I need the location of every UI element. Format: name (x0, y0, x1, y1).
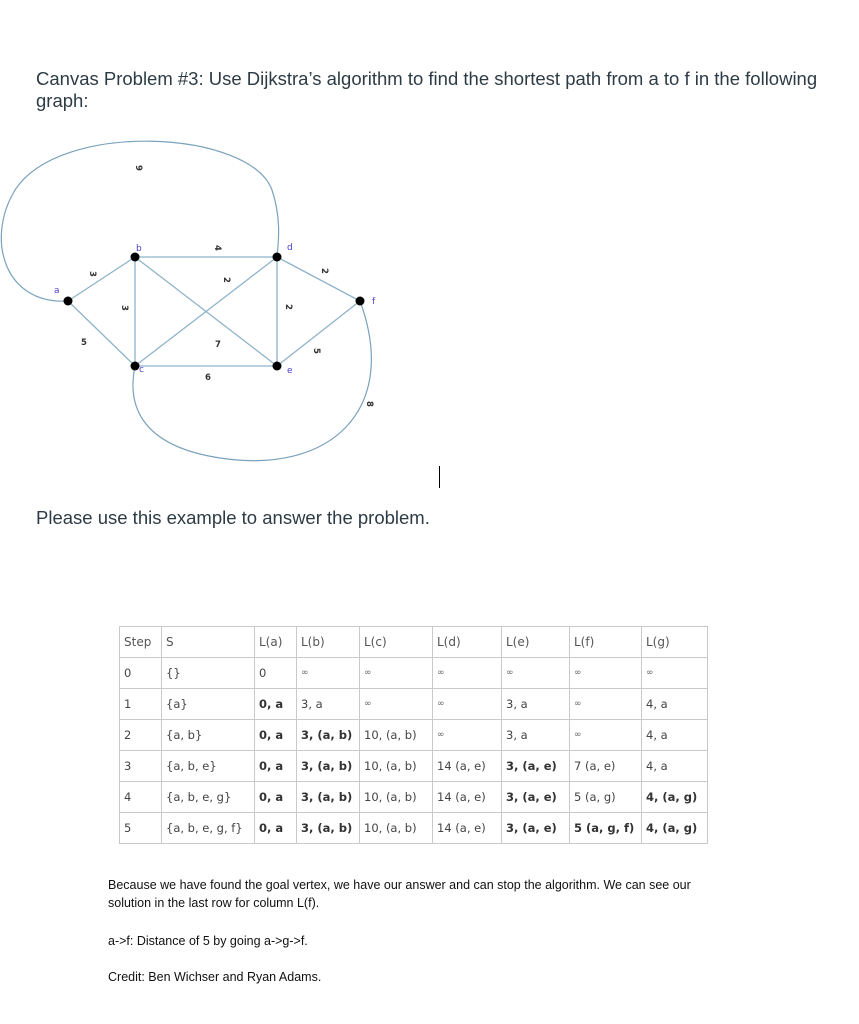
table-cell: 4, (a, g) (642, 782, 708, 813)
graph-figure (0, 130, 420, 480)
table-row (120, 720, 708, 751)
table-cell: 3, (a, b) (297, 720, 360, 751)
node-f (356, 297, 365, 306)
table-cell: ∞ (502, 658, 570, 689)
dijkstra-table (119, 626, 708, 844)
table-cell: 3, a (502, 720, 570, 751)
instruction-text: Please use this example to answer the problem. (36, 507, 430, 528)
table-cell: 5 (a, g, f) (570, 813, 642, 844)
table-row (120, 813, 708, 844)
weight-e-f: 5 (311, 348, 321, 354)
table-cell: 14 (a, e) (433, 813, 502, 844)
table-cell: 10, (a, b) (360, 813, 433, 844)
table-cell: {a, b, e, g, f} (162, 813, 255, 844)
weight-b-c: 3 (119, 305, 129, 311)
edge-d-f (277, 257, 360, 301)
table-header-row (120, 627, 708, 658)
table-cell: {} (162, 658, 255, 689)
table-cell: 3, (a, b) (297, 813, 360, 844)
graph-svg (0, 130, 420, 480)
table-cell: 3, a (297, 689, 360, 720)
table-cell: 5 (a, g) (570, 782, 642, 813)
table-cell: 0, a (255, 720, 297, 751)
header-lf: L(f) (570, 627, 642, 658)
header-le: L(e) (502, 627, 570, 658)
table-cell: 0 (120, 658, 162, 689)
table-cell: 3, (a, e) (502, 751, 570, 782)
table-cell: 3, (a, b) (297, 751, 360, 782)
header-lc: L(c) (360, 627, 433, 658)
weight-a-c: 5 (81, 338, 87, 348)
table-row (120, 751, 708, 782)
node-d (273, 253, 282, 262)
table-cell: 0, a (255, 751, 297, 782)
table-cell: ∞ (360, 689, 433, 720)
table-cell: ∞ (570, 658, 642, 689)
table-cell: 10, (a, b) (360, 751, 433, 782)
table-cell: 1 (120, 689, 162, 720)
edge-c-f-curve (133, 301, 371, 461)
table-cell: ∞ (433, 689, 502, 720)
table-cell: 14 (a, e) (433, 751, 502, 782)
header-s: S (162, 627, 255, 658)
table-cell: 0, a (255, 782, 297, 813)
table-cell: ∞ (297, 658, 360, 689)
header-lg: L(g) (642, 627, 708, 658)
table-cell: 0, a (255, 689, 297, 720)
text-cursor (439, 466, 440, 488)
weight-b-e: 7 (215, 340, 221, 350)
table-cell: 7 (a, e) (570, 751, 642, 782)
header-step: Step (120, 627, 162, 658)
weight-a-b: 3 (87, 271, 97, 277)
table-cell: ∞ (570, 720, 642, 751)
weight-c-f: 8 (364, 401, 374, 407)
node-label-b: b (136, 244, 142, 254)
edge-e-f (277, 301, 360, 366)
node-a (64, 297, 73, 306)
node-label-d: d (287, 243, 293, 253)
table-cell: 5 (120, 813, 162, 844)
answer-text: a->f: Distance of 5 by going a->g->f. (108, 934, 308, 948)
table-cell: 2 (120, 720, 162, 751)
table-cell: ∞ (433, 658, 502, 689)
node-e (273, 362, 282, 371)
table-cell: 0, a (255, 813, 297, 844)
table-cell: ∞ (642, 658, 708, 689)
table-cell: {a, b, e} (162, 751, 255, 782)
table-row (120, 658, 708, 689)
node-label-f: f (372, 297, 376, 307)
weight-b-d: 4 (212, 245, 222, 251)
node-label-e: e (287, 366, 293, 376)
weight-d-f: 2 (319, 268, 329, 274)
conclusion-text: Because we have found the goal vertex, we have our answer and can stop the algorithm. We can see our solution in the last row for column L(f). (108, 878, 691, 910)
table-cell: 0 (255, 658, 297, 689)
table-cell: 3, (a, e) (502, 813, 570, 844)
table-cell: 3, a (502, 689, 570, 720)
weight-a-d: 9 (133, 165, 143, 171)
table-cell: 3 (120, 751, 162, 782)
table-cell: 4, a (642, 689, 708, 720)
table-cell: 14 (a, e) (433, 782, 502, 813)
table-cell: 3, (a, b) (297, 782, 360, 813)
table-cell: ∞ (360, 658, 433, 689)
table-cell: 4, (a, g) (642, 813, 708, 844)
node-label-c: c (139, 365, 144, 375)
header-lb: L(b) (297, 627, 360, 658)
table-cell: ∞ (570, 689, 642, 720)
table-cell: 4, a (642, 720, 708, 751)
table-cell: {a, b, e, g} (162, 782, 255, 813)
table-row (120, 689, 708, 720)
table-cell: 3, (a, e) (502, 782, 570, 813)
weight-c-e: 6 (205, 373, 211, 383)
table-cell: 4 (120, 782, 162, 813)
table-cell: 10, (a, b) (360, 720, 433, 751)
table-cell: {a} (162, 689, 255, 720)
table-cell: ∞ (433, 720, 502, 751)
credit-text: Credit: Ben Wichser and Ryan Adams. (108, 970, 322, 984)
edge-a-b (68, 257, 135, 301)
table-cell: {a, b} (162, 720, 255, 751)
header-la: L(a) (255, 627, 297, 658)
weight-d-e: 2 (283, 304, 293, 310)
weight-c-d: 2 (221, 277, 231, 283)
table-cell: 10, (a, b) (360, 782, 433, 813)
table-row (120, 782, 708, 813)
problem-heading: Canvas Problem #3: Use Dijkstra’s algorithm to find the shortest path from a to f in the following graph: (36, 68, 818, 111)
node-label-a: a (54, 286, 60, 296)
header-ld: L(d) (433, 627, 502, 658)
table-cell: 4, a (642, 751, 708, 782)
